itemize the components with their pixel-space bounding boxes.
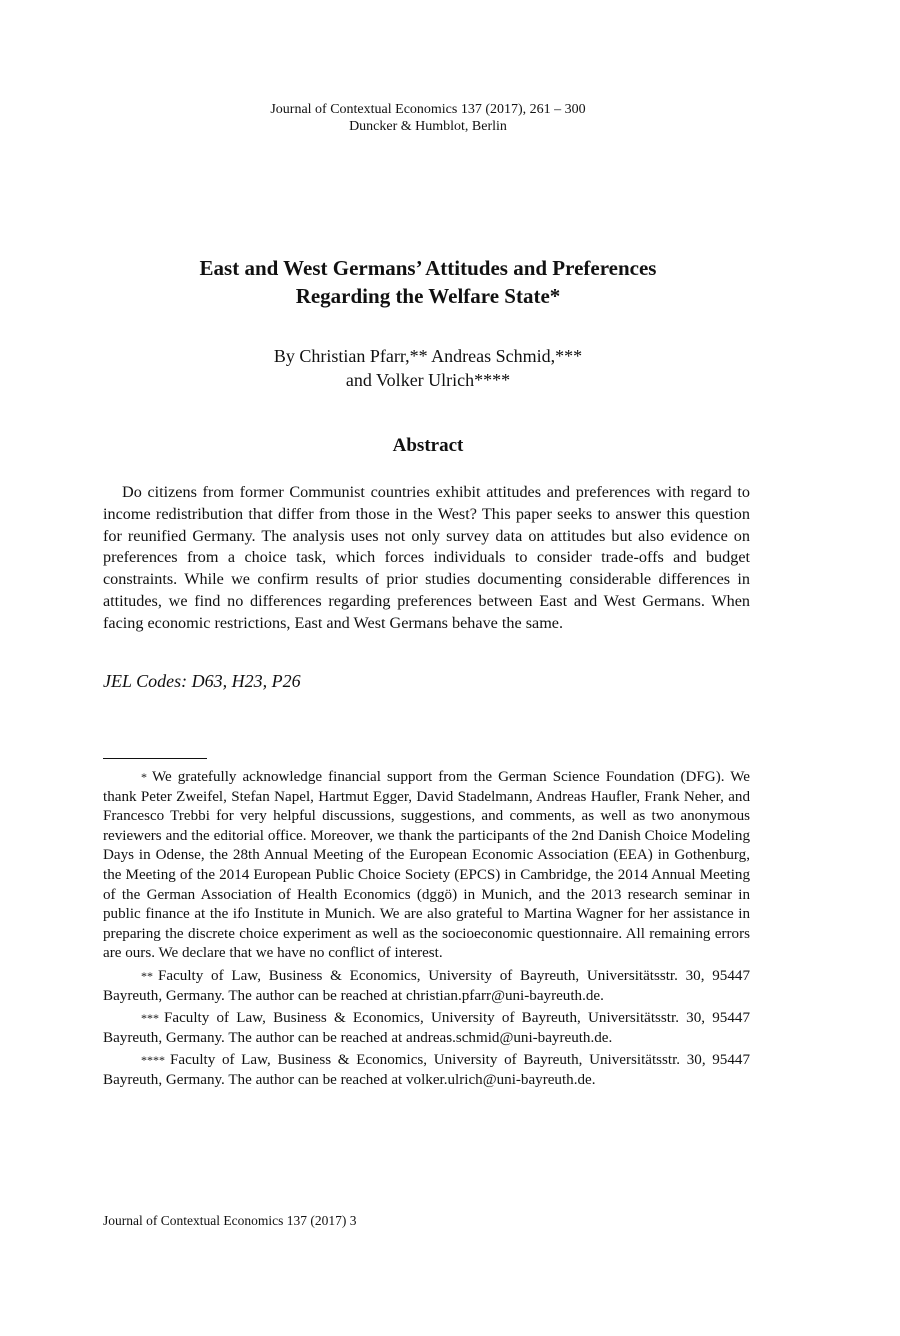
footnote-text: Faculty of Law, Business & Economics, University of Bayreuth, Universitätsstr. 30, 95447 Bayreuth, Germany. The author can be reached at andreas.schmid@uni-bayreuth.de. <box>103 1010 750 1046</box>
footnote-marker: * <box>141 770 147 784</box>
footnote-author-ulrich <box>103 1051 750 1090</box>
author-byline-line-1: By Christian Pfarr,** Andreas Schmid,*** <box>273 346 583 366</box>
footnote-text: We gratefully acknowledge financial support from the German Science Foundation (DFG). We thank Peter Zweifel, Stefan Napel, Hartmut Egger, David Stadelmann, Andreas Haufler, Frank Neher, and Francesco Trebbi for very helpful discussions, suggestions, and comments, as well as two anonymous reviewers and the editorial office. Moreover, we thank the participants of the 2nd Danish Choice Modeling Days in Odense, the 28th Annual Meeting of the European Economic Association (EEA) in Gothenburg, the Meeting of the 2014 European Public Choice Society (EPCS) in Cambridge, the 2014 Annual Meeting of the German Association of Health Economics (dggö) in Munich, and the 2013 research seminar in public finance at the ifo Institute in Munich. We are also grateful to Martina Wagner for her assistance in preparing the discrete choice experiment as well as the socioeconomic questionnaire. All remaining errors are ours. We declare that we have no conflict of interest. <box>103 769 750 962</box>
paper-title-line-2: Regarding the Welfare State* <box>295 284 561 308</box>
author-byline <box>0 344 856 392</box>
footnote-author-pfarr <box>103 967 750 1006</box>
jel-codes: JEL Codes: D63, H23, P26 <box>103 671 301 691</box>
journal-header <box>0 101 856 135</box>
footnote-author-schmid <box>103 1009 750 1048</box>
paper-title-line-1: East and West Germans’ Attitudes and Preferences <box>199 256 657 280</box>
footnote-marker: **** <box>141 1053 165 1068</box>
footnote-text: Faculty of Law, Business & Economics, University of Bayreuth, Universitätsstr. 30, 95447 Bayreuth, Germany. The author can be reached at christian.pfarr@uni-bayreuth.de. <box>103 967 750 1004</box>
footnote-acknowledgement <box>103 768 750 964</box>
footnote-marker: *** <box>141 1011 159 1026</box>
footnotes <box>103 768 750 1094</box>
journal-citation: Journal of Contextual Economics 137 (2017), 261 – 300 <box>270 102 586 117</box>
paper-title <box>0 254 856 310</box>
page-footer: Journal of Contextual Economics 137 (2017) 3 <box>103 1213 357 1228</box>
publisher-line: Duncker & Humblot, Berlin <box>349 119 507 134</box>
footnote-text: Faculty of Law, Business & Economics, University of Bayreuth, Universitätsstr. 30, 95447 Bayreuth, Germany. The author can be reached at volker.ulrich@uni-bayreuth.de. <box>103 1052 750 1088</box>
footnote-separator <box>103 758 207 759</box>
abstract-body: Do citizens from former Communist countries exhibit attitudes and preferences with regard to income redistribution that differ from those in the West? This paper seeks to answer this question for reunified Germany. The analysis uses not only survey data on attitudes but also evidence on preferences from a choice task, which forces individuals to consider trade-offs and budget constraints. While we confirm results of prior studies documenting considerable differences in attitudes, we find no differences regarding preferences between East and West Germans. When facing economic restrictions, East and West Germans behave the same. <box>103 483 750 632</box>
abstract-heading: Abstract <box>392 435 464 456</box>
author-byline-line-2: and Volker Ulrich**** <box>345 370 511 390</box>
footnote-marker: ** <box>141 968 153 983</box>
